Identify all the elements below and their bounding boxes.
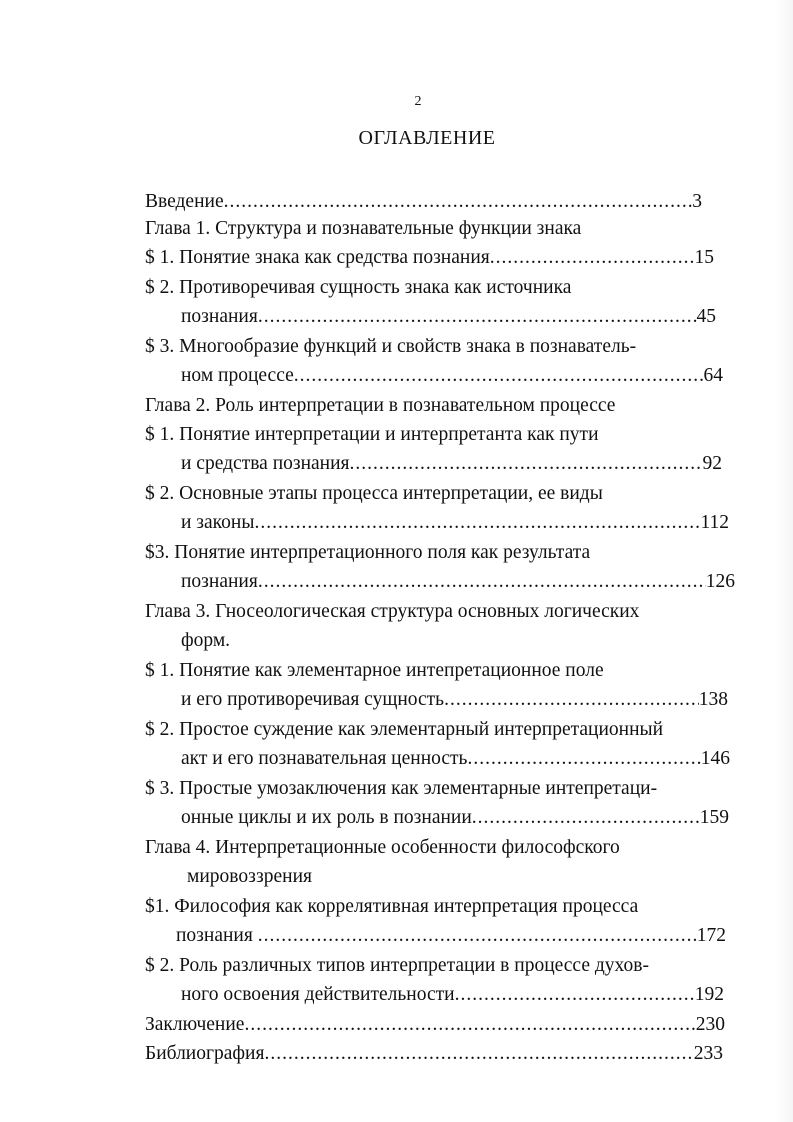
toc-page-number: 64 <box>703 365 723 386</box>
scan-edge-shadow <box>775 0 793 1122</box>
toc-entry-ch1-s1[interactable] <box>145 244 714 272</box>
chapter-1-heading[interactable]: Глава 1. Структура и познавательные функции знака <box>145 218 582 239</box>
toc-entry-text: Введение <box>145 191 224 212</box>
toc-entry-text: познания <box>176 925 258 946</box>
leader-dots <box>444 686 699 714</box>
toc-page-number: 230 <box>695 1014 725 1035</box>
toc-entry-text: и законы <box>181 512 255 533</box>
toc-page-number: 172 <box>696 925 726 946</box>
leader-dots <box>254 509 700 537</box>
toc-entry-text: $ 1. Понятие знака как средства познания <box>145 247 490 268</box>
toc-entry-text: Библиография <box>145 1043 265 1064</box>
leader-dots <box>244 1011 695 1039</box>
toc-entry-ch1-s3-line1[interactable]: $ 3. Многообразие функций и свойств знака в познаватель- <box>145 336 637 357</box>
toc-entry-text: познания <box>181 571 258 592</box>
leader-dots <box>467 745 700 773</box>
toc-entry-ch3-s3-line2[interactable] <box>181 804 729 832</box>
toc-entry-text: ном процессе <box>181 365 294 386</box>
toc-entry-ch3-s1-line1[interactable]: $ 1. Понятие как элементарное интепретационное поле <box>145 660 604 681</box>
toc-page-number: 126 <box>705 571 735 592</box>
toc-entry-bibliography[interactable] <box>145 1040 723 1068</box>
toc-entry-text: Заключение <box>145 1014 245 1035</box>
toc-page-number: 92 <box>702 453 722 474</box>
toc-entry-ch2-s1-line1[interactable]: $ 1. Понятие интерпретации и интерпретанта как пути <box>145 424 599 445</box>
toc-entry-text: и средства познания <box>181 453 350 474</box>
toc-entry-text: ного освоения действительности <box>181 984 455 1005</box>
toc-entry-ch2-s2-line1[interactable]: $ 2. Основные этапы процесса интерпретации, ее виды <box>145 483 603 504</box>
chapter-3-heading-line2[interactable]: форм. <box>181 630 231 651</box>
toc-entry-ch1-s2-line2[interactable] <box>181 303 716 331</box>
toc-entry-ch2-s2-line2[interactable] <box>181 509 729 537</box>
toc-entry-conclusion[interactable] <box>145 1011 725 1039</box>
toc-entry-ch2-s3-line2[interactable] <box>181 568 735 596</box>
leader-dots <box>224 188 693 216</box>
toc-page-number: 159 <box>699 807 729 828</box>
leader-dots <box>258 303 697 331</box>
toc-entry-ch2-s3-line1[interactable]: $3. Понятие интерпретационного поля как результата <box>145 542 591 563</box>
toc-page-number: 112 <box>700 512 729 533</box>
toc-entry-ch4-s1-line1[interactable]: $1. Философия как коррелятивная интерпретация процесса <box>145 896 639 917</box>
toc-entry-text: познания <box>181 306 258 327</box>
toc-page-number: 15 <box>694 247 714 268</box>
leader-dots <box>294 362 704 390</box>
toc-entry-ch1-s2-line1[interactable]: $ 2. Противоречивая сущность знака как источника <box>145 277 572 298</box>
chapter-3-heading-line1[interactable]: Глава 3. Гносеологическая структура основных логических <box>145 601 640 622</box>
toc-entry-ch4-s2-line2[interactable] <box>181 981 724 1009</box>
toc-page-number: 45 <box>696 306 716 327</box>
toc-entry-ch4-s2-line1[interactable]: $ 2. Роль различных типов интерпретации в процессе духов- <box>145 955 649 976</box>
toc-entry-ch1-s3-line2[interactable] <box>181 362 723 390</box>
leader-dots <box>350 450 703 478</box>
toc-title: ОГЛАВЛЕНИЕ <box>358 127 496 149</box>
toc-page-number: 146 <box>700 748 730 769</box>
toc-entry-text: акт и его познавательная ценность <box>181 748 468 769</box>
leader-dots <box>490 244 695 272</box>
chapter-4-heading-line1[interactable]: Глава 4. Интерпретационные особенности философского <box>145 837 620 858</box>
page-number: 2 <box>414 94 422 109</box>
toc-page-number: 233 <box>693 1043 723 1064</box>
leader-dots <box>264 1040 693 1068</box>
leader-dots <box>455 981 695 1009</box>
toc-entry-ch2-s1-line2[interactable] <box>181 450 722 478</box>
toc-entry-ch3-s3-line1[interactable]: $ 3. Простые умозаключения как элементарные интепретаци- <box>145 778 658 799</box>
toc-entry-ch3-s2-line2[interactable] <box>181 745 730 773</box>
toc-entry-ch4-s1-line2[interactable] <box>176 922 726 950</box>
leader-dots <box>258 568 706 596</box>
leader-dots <box>472 804 700 832</box>
toc-page-number: 192 <box>694 984 724 1005</box>
chapter-4-heading-line2[interactable]: мировоззрения <box>187 866 312 887</box>
toc-entry-ch3-s1-line2[interactable] <box>181 686 728 714</box>
toc-entry-text: онные циклы и их роль в познании <box>181 807 472 828</box>
chapter-2-heading[interactable]: Глава 2. Роль интерпретации в познавательном процессе <box>145 395 616 416</box>
toc-entry-intro[interactable] <box>145 188 702 216</box>
leader-dots <box>258 922 697 950</box>
toc-entry-text: и его противоречивая сущность <box>181 689 445 710</box>
toc-page-number: 138 <box>698 689 728 710</box>
toc-entry-ch3-s2-line1[interactable]: $ 2. Простое суждение как элементарный интерпретационный <box>145 719 664 740</box>
toc-page-number: 3 <box>692 191 702 212</box>
